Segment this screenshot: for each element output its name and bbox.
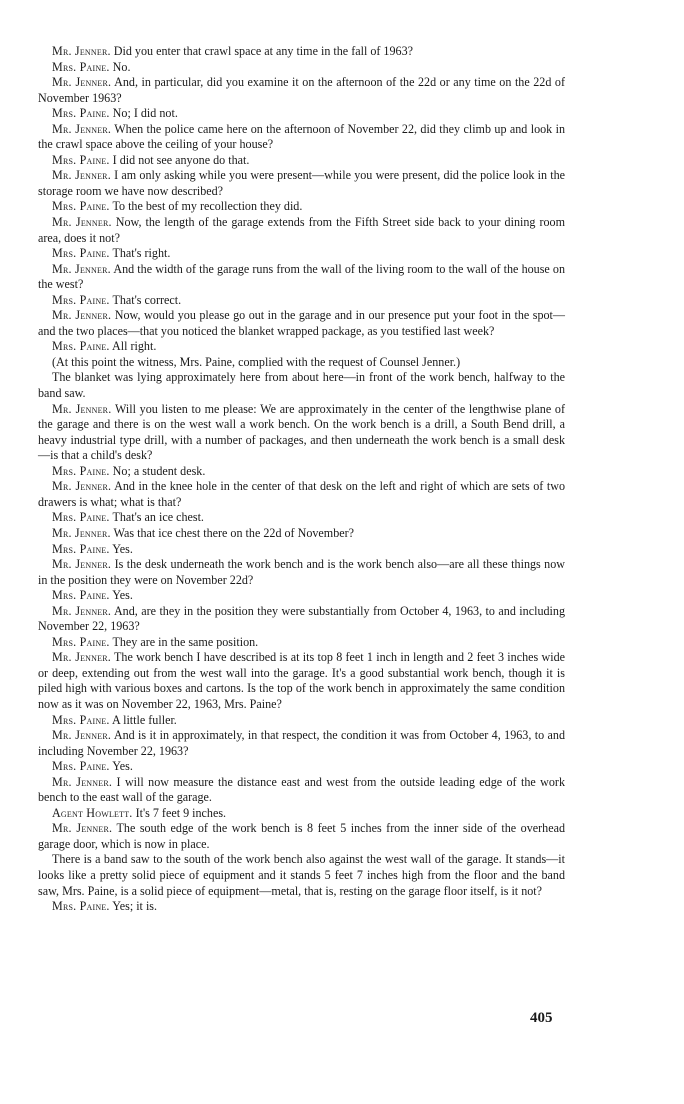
utterance-text: Yes. [112, 541, 133, 556]
utterance-text: Yes. [112, 759, 133, 774]
testimony-line [38, 775, 565, 806]
testimony-line [38, 402, 565, 464]
narrative-line [38, 370, 565, 401]
utterance-text: And, in particular, did you examine it on the afternoon of the 22d or any time on the 22d of November 1963? [38, 75, 565, 105]
utterance-text: And is it in approximately, in that respect, the condition it was from October 4, 1963, to and including November 22, 1963? [38, 728, 566, 758]
utterance-text: I will now measure the distance east and west from the outside leading edge of the work bench to the east wall of the garage. [38, 774, 565, 805]
speaker-name: Mr. Jenner. [52, 603, 112, 618]
speaker-name: Mrs. Paine. [52, 541, 110, 556]
testimony-line [38, 293, 565, 309]
speaker-name: Mr. Jenner. [52, 121, 112, 136]
transcript-body [38, 44, 565, 915]
narrative-line [38, 852, 565, 899]
utterance-text: No. [112, 59, 131, 74]
utterance-text: They are in the same position. [112, 634, 259, 649]
testimony-line [38, 713, 565, 729]
utterance-text: Yes; it is. [112, 899, 158, 914]
speaker-name: Mrs. Paine. [52, 712, 110, 727]
utterance-text: There is a band saw to the south of the work bench also against the west wall of the garage. It stands—it looks like a pretty solid piece of equipment and it stands 5 feet 7 inches high from the floor and the band saw, Mrs. Paine, is a solid piece of equipment—metal, that is, resting on the garage floor itself, is it not? [38, 852, 565, 898]
speaker-name: Mr. Jenner. [52, 401, 112, 416]
testimony-line [38, 308, 565, 339]
utterance-text: No; a student desk. [112, 463, 206, 478]
speaker-name: Mrs. Paine. [52, 106, 110, 121]
speaker-name: Mrs. Paine. [52, 199, 110, 214]
speaker-name: Mrs. Paine. [52, 634, 110, 649]
testimony-line [38, 526, 565, 542]
utterance-text: I am only asking while you were present—while you were present, did the police look in the storage room we have now described? [38, 168, 566, 198]
speaker-name: Mrs. Paine. [52, 759, 110, 774]
utterance-text: Now, the length of the garage extends from the Fifth Street side back to your dining room area, does it not? [38, 215, 565, 245]
utterance-text: That's right. [112, 246, 171, 261]
utterance-text: The work bench I have described is at its top 8 feet 1 inch in length and 2 feet 3 inches wide or deep, extending out from the west wall into the garage. It's a good substantial work bench, though it is piled high with various boxes and cartons. Is the top of the work bench in approximately the same condition now as it was on November 22, 1963, Mrs. Paine? [38, 650, 565, 711]
testimony-line [38, 464, 565, 480]
speaker-name: Mr. Jenner. [52, 44, 111, 58]
speaker-name: Mr. Jenner. [52, 650, 111, 665]
utterance-text: That's correct. [112, 292, 182, 307]
testimony-line [38, 44, 565, 60]
testimony-line [38, 122, 565, 153]
speaker-name: Mr. Jenner. [52, 557, 112, 572]
testimony-line [38, 60, 565, 76]
testimony-line [38, 759, 565, 775]
utterance-text: That's an ice chest. [112, 510, 204, 525]
speaker-name: Mr. Jenner. [52, 308, 112, 323]
speaker-name: Mr. Jenner. [52, 821, 113, 836]
utterance-text: A little fuller. [112, 712, 177, 727]
speaker-name: Mr. Jenner. [52, 525, 111, 540]
transcript-page [38, 44, 565, 915]
utterance-text: No; I did not. [112, 106, 178, 121]
speaker-name: Mrs. Paine. [52, 59, 110, 74]
speaker-name: Mrs. Paine. [52, 463, 110, 478]
page-number: 405 [530, 1010, 553, 1026]
utterance-text: All right. [112, 339, 157, 354]
testimony-line [38, 821, 565, 852]
speaker-name: Mr. Jenner. [52, 261, 111, 276]
utterance-text: And in the knee hole in the center of that desk on the left and right of which are sets of two drawers is what; what is that? [38, 479, 566, 509]
testimony-line [38, 557, 565, 588]
speaker-name: Mr. Jenner. [52, 774, 113, 789]
speaker-name: Mrs. Paine. [52, 588, 110, 603]
testimony-line [38, 588, 565, 604]
utterance-text: Did you enter that crawl space at any time in the fall of 1963? [113, 44, 413, 58]
speaker-name: Mr. Jenner. [52, 479, 112, 494]
utterance-text: Is the desk underneath the work bench and is the work bench also—are all these things now in the position they were on November 22d? [38, 557, 565, 587]
testimony-line [38, 153, 565, 169]
speaker-name: Mrs. Paine. [52, 510, 110, 525]
speaker-name: Agent Howlett. [52, 805, 133, 820]
utterance-text: And the width of the garage runs from the wall of the living room to the wall of the house on the west? [38, 261, 566, 292]
narrative-line [38, 355, 565, 371]
testimony-line [38, 510, 565, 526]
testimony-line [38, 479, 565, 510]
utterance-text: It's 7 feet 9 inches. [135, 805, 227, 820]
testimony-line [38, 75, 565, 106]
utterance-text: Now, would you please go out in the garage and in our presence put your foot in the spot—and the two places—that you noticed the blanket wrapped package, as you testified last week? [38, 308, 565, 338]
utterance-text: Was that ice chest there on the 22d of November? [113, 525, 355, 540]
testimony-line [38, 199, 565, 215]
testimony-line [38, 635, 565, 651]
utterance-text: Yes. [112, 588, 133, 603]
testimony-line [38, 899, 565, 915]
speaker-name: Mrs. Paine. [52, 152, 110, 167]
speaker-name: Mrs. Paine. [52, 246, 110, 261]
speaker-name: Mrs. Paine. [52, 899, 110, 914]
testimony-line [38, 650, 565, 712]
utterance-text: Will you listen to me please: We are approximately in the center of the lengthwise plane of the garage and there is on the west wall a work bench. On the work bench is a drill, a South Bend drill, a heavy industrial type drill, with a number of packages, and then underneath the work bench is a small desk—is that a child's desk? [38, 401, 566, 463]
utterance-text: (At this point the witness, Mrs. Paine, complied with the request of Counsel Jenner.) [52, 354, 461, 369]
testimony-line [38, 339, 565, 355]
testimony-line [38, 604, 565, 635]
testimony-line [38, 728, 565, 759]
testimony-line [38, 262, 565, 293]
utterance-text: I did not see anyone do that. [112, 152, 250, 167]
utterance-text: When the police came here on the afternoon of November 22, did they climb up and look in the crawl space above the ceiling of your house? [38, 121, 566, 152]
utterance-text: The blanket was lying approximately here from about here—in front of the work bench, halfway to the band saw. [38, 370, 565, 401]
utterance-text: To the best of my recollection they did. [112, 199, 303, 214]
testimony-line [38, 215, 565, 246]
testimony-line [38, 806, 565, 822]
testimony-line [38, 246, 565, 262]
speaker-name: Mr. Jenner. [52, 215, 112, 230]
testimony-line [38, 106, 565, 122]
testimony-line [38, 168, 565, 199]
testimony-line [38, 542, 565, 558]
utterance-text: The south edge of the work bench is 8 feet 5 inches from the inner side of the overhead garage door, which is now in place. [38, 821, 565, 851]
speaker-name: Mr. Jenner. [52, 75, 112, 90]
speaker-name: Mr. Jenner. [52, 728, 112, 743]
utterance-text: And, are they in the position they were substantially from October 4, 1963, to and including November 22, 1963? [38, 603, 565, 634]
speaker-name: Mrs. Paine. [52, 292, 110, 307]
speaker-name: Mrs. Paine. [52, 339, 110, 354]
speaker-name: Mr. Jenner. [52, 168, 111, 183]
